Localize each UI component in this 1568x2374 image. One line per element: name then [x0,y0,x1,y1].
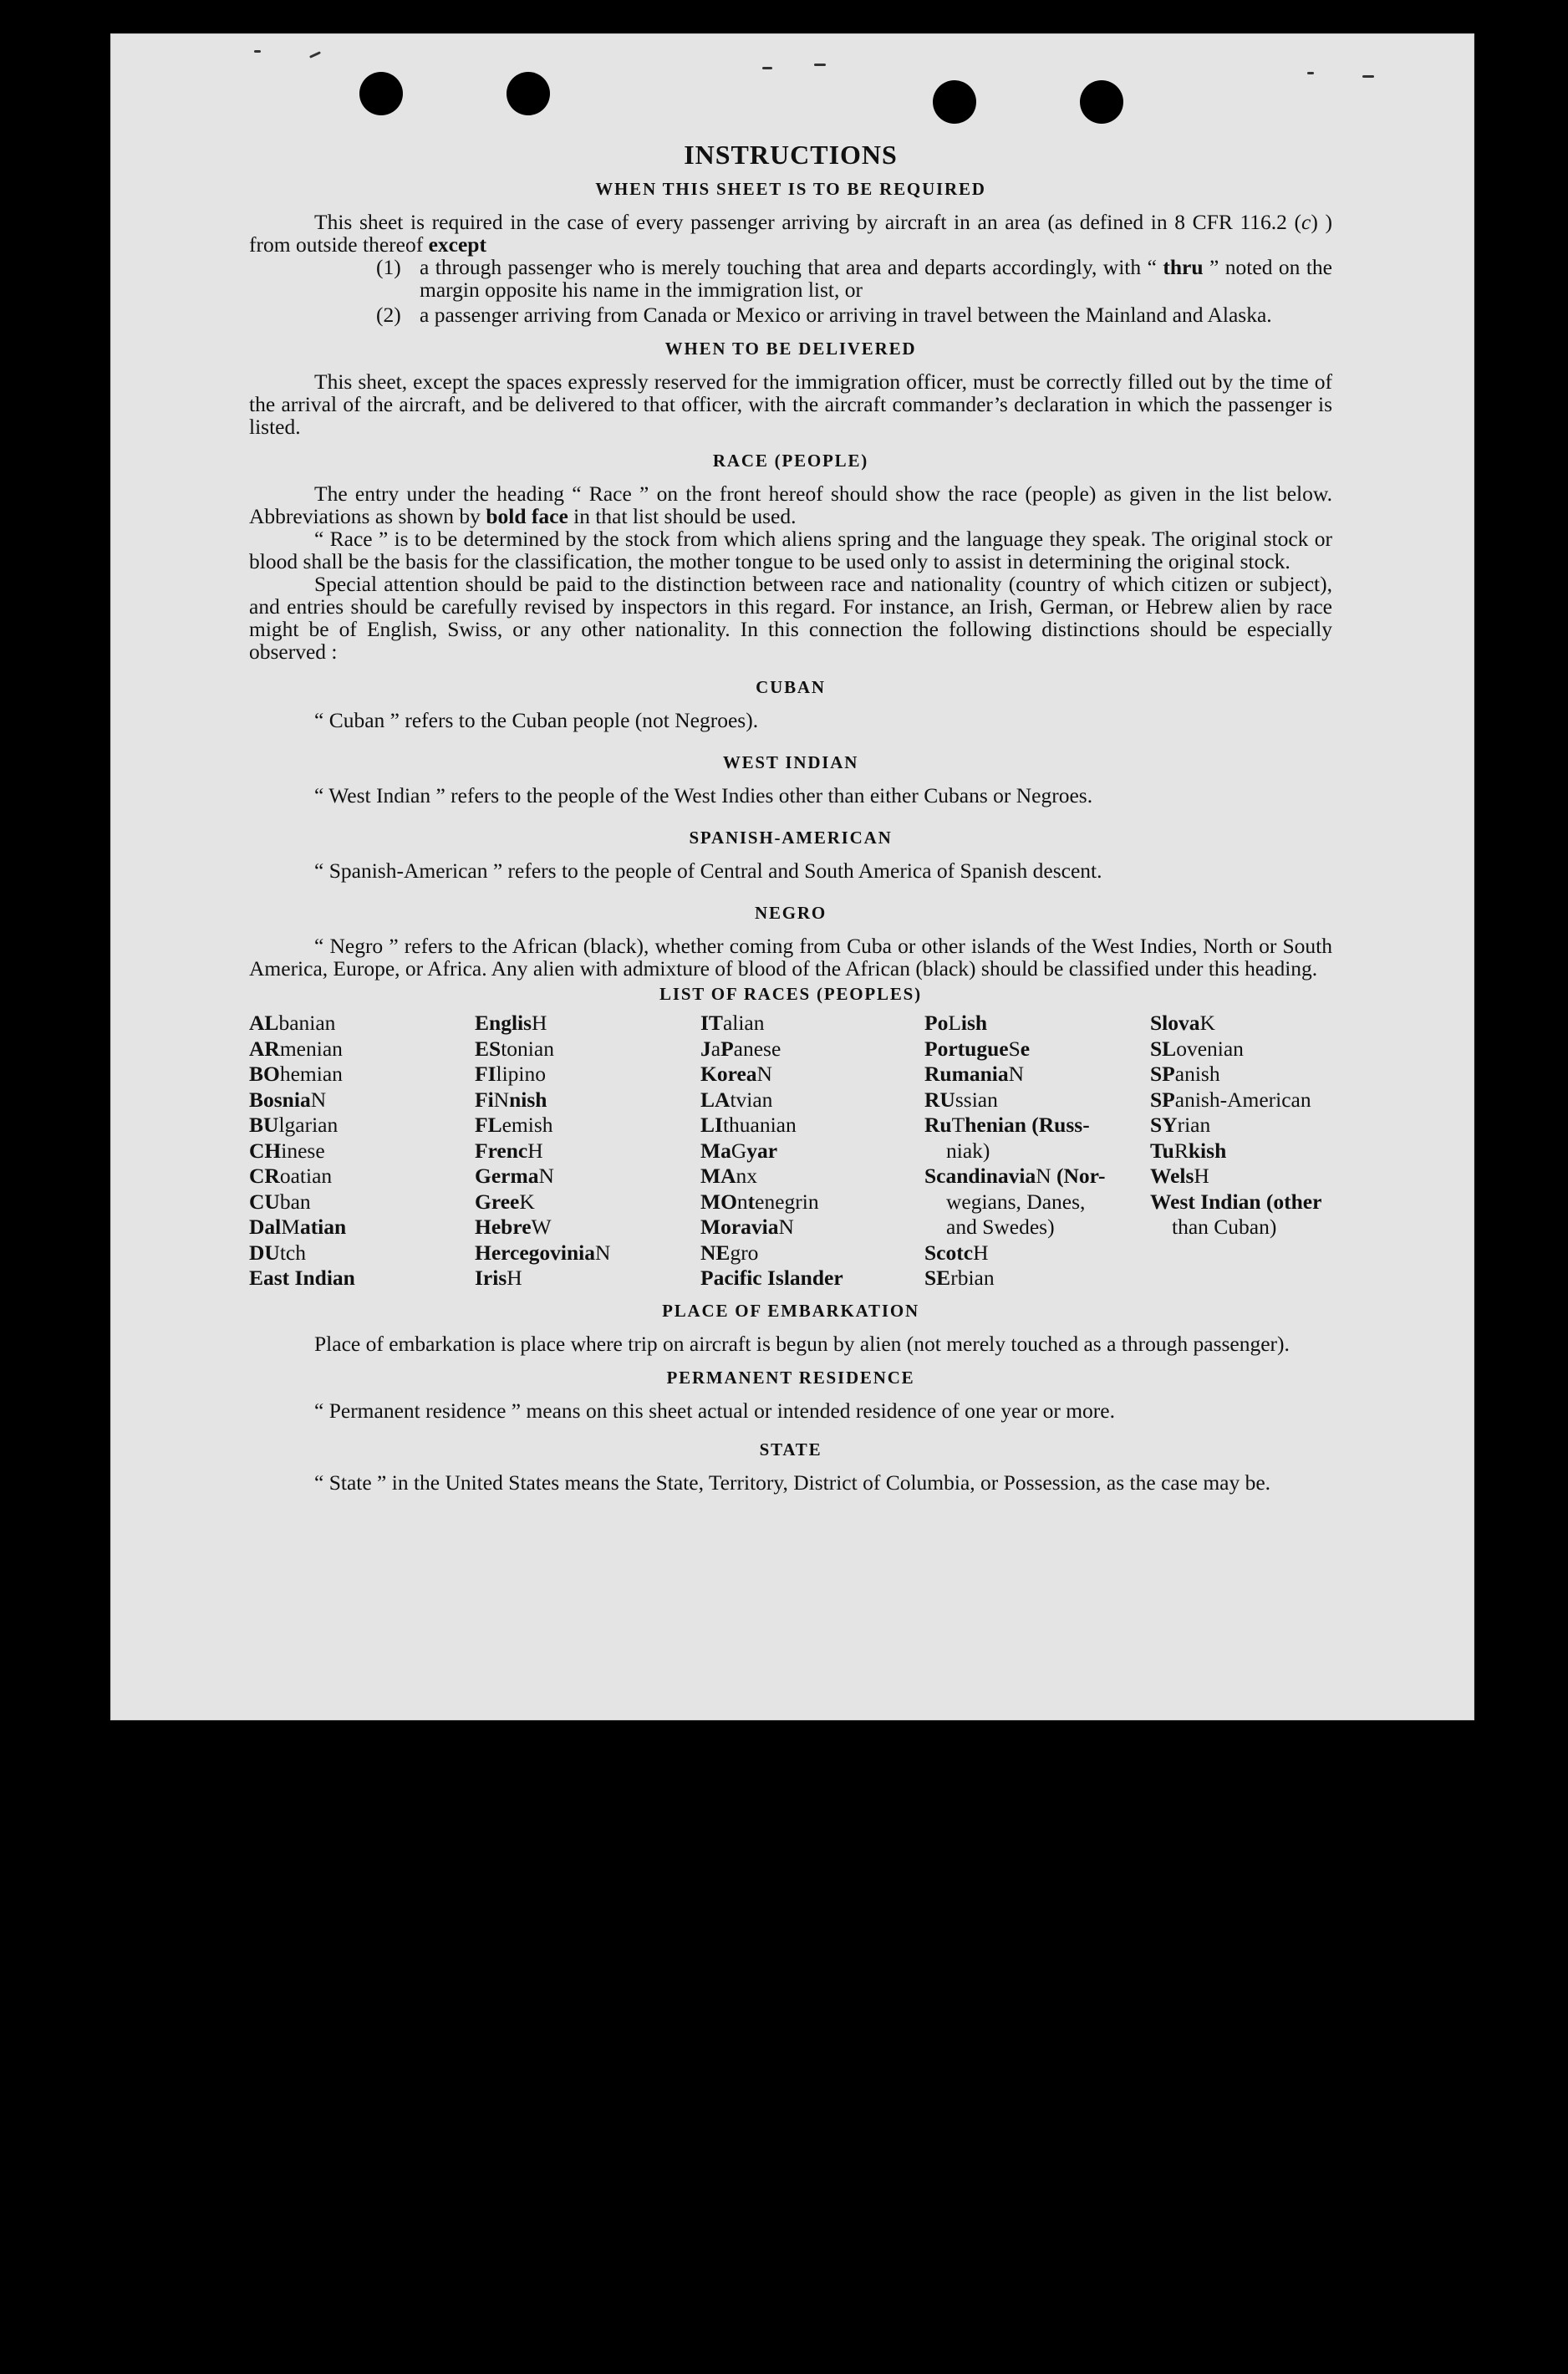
race-entry: ALbanian [249,1011,336,1035]
paper-speck [1362,75,1374,78]
paper-speck [254,50,261,53]
race-entry: EnglisH [475,1011,547,1035]
race-entry: and Swedes) [946,1215,1055,1239]
paper-speck [762,67,772,69]
race-entry: MaGyar [700,1138,778,1163]
section-heading: WEST INDIAN [722,752,859,772]
race-column [249,1011,475,1291]
race-entry: HercegoviniaN [475,1240,611,1265]
race-column [924,1011,1150,1291]
punch-hole [359,72,403,115]
race-entry: GermaN [475,1164,554,1188]
race-entry: BOhemian [249,1062,343,1086]
section-heading: CUBAN [756,677,826,697]
race-entry: wegians, Danes, [946,1189,1086,1214]
race-entry: EStonian [475,1036,554,1061]
item-number: (2) [376,303,401,327]
race-entry: RUssian [924,1087,998,1112]
race-entry: MOntenegrin [700,1189,819,1214]
race-column [1150,1011,1334,1291]
race-entry: SPanish [1150,1062,1220,1086]
race-entry: ScandinaviaN (Nor- [924,1164,1106,1188]
race-entry: ITalian [700,1011,765,1035]
race-entry: CHinese [249,1138,325,1163]
race-entry: than Cuban) [1172,1215,1277,1239]
race-entry: RuThenian (Russ- [924,1113,1090,1137]
section-heading: RACE (PEOPLE) [712,451,869,471]
race-entry: LIthuanian [700,1113,797,1137]
paper-speck [1307,72,1314,74]
paragraph: “ Cuban ” refers to the Cuban people (not Negroes). [314,708,759,732]
paragraph: “ State ” in the United States means the State, Territory, District of Columbia, or Possession, as the case may be. [314,1470,1271,1495]
paragraph: This sheet is required in the case of every passenger arriving by aircraft in an area (as defined in 8 CFR 116.2 (c) ) from outside thereof except [249,210,1332,257]
item-text: a through passenger who is merely touching that area and departs accordingly, with “ thru ” noted on the margin opposite his name in the immigration list, or [420,255,1332,302]
race-entry: WelsH [1150,1164,1209,1188]
races-table [249,1011,1332,1291]
paragraph: “ Spanish-American ” refers to the people of Central and South America of Spanish descent. [314,858,1102,883]
paper-speck [309,51,321,59]
section-heading: STATE [759,1439,822,1460]
race-entry: BosniaN [249,1087,327,1112]
race-column [700,1011,924,1291]
race-entry: NEgro [700,1240,759,1265]
paragraph: “ Race ” is to be determined by the stock from which aliens spring and the language they speak. The original stock or blood shall be the basis for the classification, the mother tongue to be used only to assist in determining the original stock. [249,527,1332,573]
race-entry: FIlipino [475,1062,547,1086]
section-heading: LIST OF RACES (PEOPLES) [659,984,922,1004]
race-entry: GreeK [475,1189,535,1214]
race-entry: East Indian [249,1266,355,1290]
paragraph: Place of embarkation is place where trip on aircraft is begun by alien (not merely touched as a through passenger). [314,1331,1290,1356]
race-entry: West Indian (other [1150,1189,1322,1214]
race-entry: LAtvian [700,1087,773,1112]
race-entry: PortugueSe [924,1036,1031,1061]
race-entry: DUtch [249,1240,306,1265]
section-heading: WHEN TO BE DELIVERED [664,339,917,359]
race-entry: SlovaK [1150,1011,1215,1035]
item-number: (1) [376,255,401,279]
paragraph: Special attention should be paid to the distinction between race and nationality (country of which citizen or subject), and entries should be carefully revised by inspectors in this regard. For instance, an Irish, German, or Hebrew alien by race might be of English, Swiss, or any other nationality. In this connection the following distinctions should be especially observed : [249,572,1332,664]
race-entry: SErbian [924,1266,995,1290]
punch-hole [507,72,550,115]
race-entry: FrencH [475,1138,543,1163]
race-entry: MoraviaN [700,1215,794,1239]
race-entry: RumaniaN [924,1062,1025,1086]
race-entry: Pacific Islander [700,1266,843,1290]
paragraph: “ Negro ” refers to the African (black), whether coming from Cuba or other islands of the West Indies, North or South America, Europe, or Africa. Any alien with admixture of blood of the African (black) should be classified under this heading. [249,934,1332,981]
list-item [376,256,1332,301]
race-entry: ScotcH [924,1240,989,1265]
race-entry: PoLish [924,1011,988,1035]
race-entry: BUlgarian [249,1113,339,1137]
race-entry: KoreaN [700,1062,772,1086]
punch-hole [1080,80,1123,124]
item-text: a passenger arriving from Canada or Mexico or arriving in travel between the Mainland and Alaska. [420,303,1272,327]
race-entry: SYrian [1150,1113,1211,1137]
paragraph: This sheet, except the spaces expressly reserved for the immigration officer, must be correctly filled out by the time of the arrival of the aircraft, and be delivered to that officer, with the aircraft commander’s declaration in which the passenger is listed. [249,369,1332,439]
race-column [475,1011,700,1291]
list-item [376,303,1332,326]
section-heading: WHEN THIS SHEET IS TO BE REQUIRED [595,179,986,199]
punch-hole [933,80,976,124]
race-entry: DalMatian [249,1215,347,1239]
race-entry: HebreW [475,1215,552,1239]
race-entry: niak) [946,1138,990,1163]
paragraph: “ Permanent residence ” means on this sheet actual or intended residence of one year or more. [314,1398,1115,1423]
race-entry: CRoatian [249,1164,333,1188]
race-entry: MAnx [700,1164,757,1188]
race-entry: SPanish-American [1150,1087,1311,1112]
paragraph: “ West Indian ” refers to the people of the West Indies other than either Cubans or Negroes. [314,783,1093,807]
section-heading: NEGRO [754,903,827,923]
race-entry: FiNnish [475,1087,547,1112]
race-entry: CUban [249,1189,311,1214]
instructions-text [249,140,1332,1494]
race-entry: TuRkish [1150,1138,1227,1163]
section-heading: PERMANENT RESIDENCE [666,1367,915,1388]
race-entry: ARmenian [249,1036,343,1061]
race-entry: SLovenian [1150,1036,1244,1061]
race-entry: FLemish [475,1113,553,1137]
paper-speck [814,64,826,66]
document-page [110,33,1474,1720]
section-heading: PLACE OF EMBARKATION [662,1300,919,1321]
page-title: INSTRUCTIONS [684,140,898,170]
section-heading: SPANISH-AMERICAN [689,828,893,848]
paragraph: The entry under the heading “ Race ” on the front hereof should show the race (people) as given in the list below. Abbreviations as shown by bold face in that list should be used. [249,481,1332,528]
race-entry: JaPanese [700,1036,781,1061]
race-entry: IrisH [475,1266,522,1290]
